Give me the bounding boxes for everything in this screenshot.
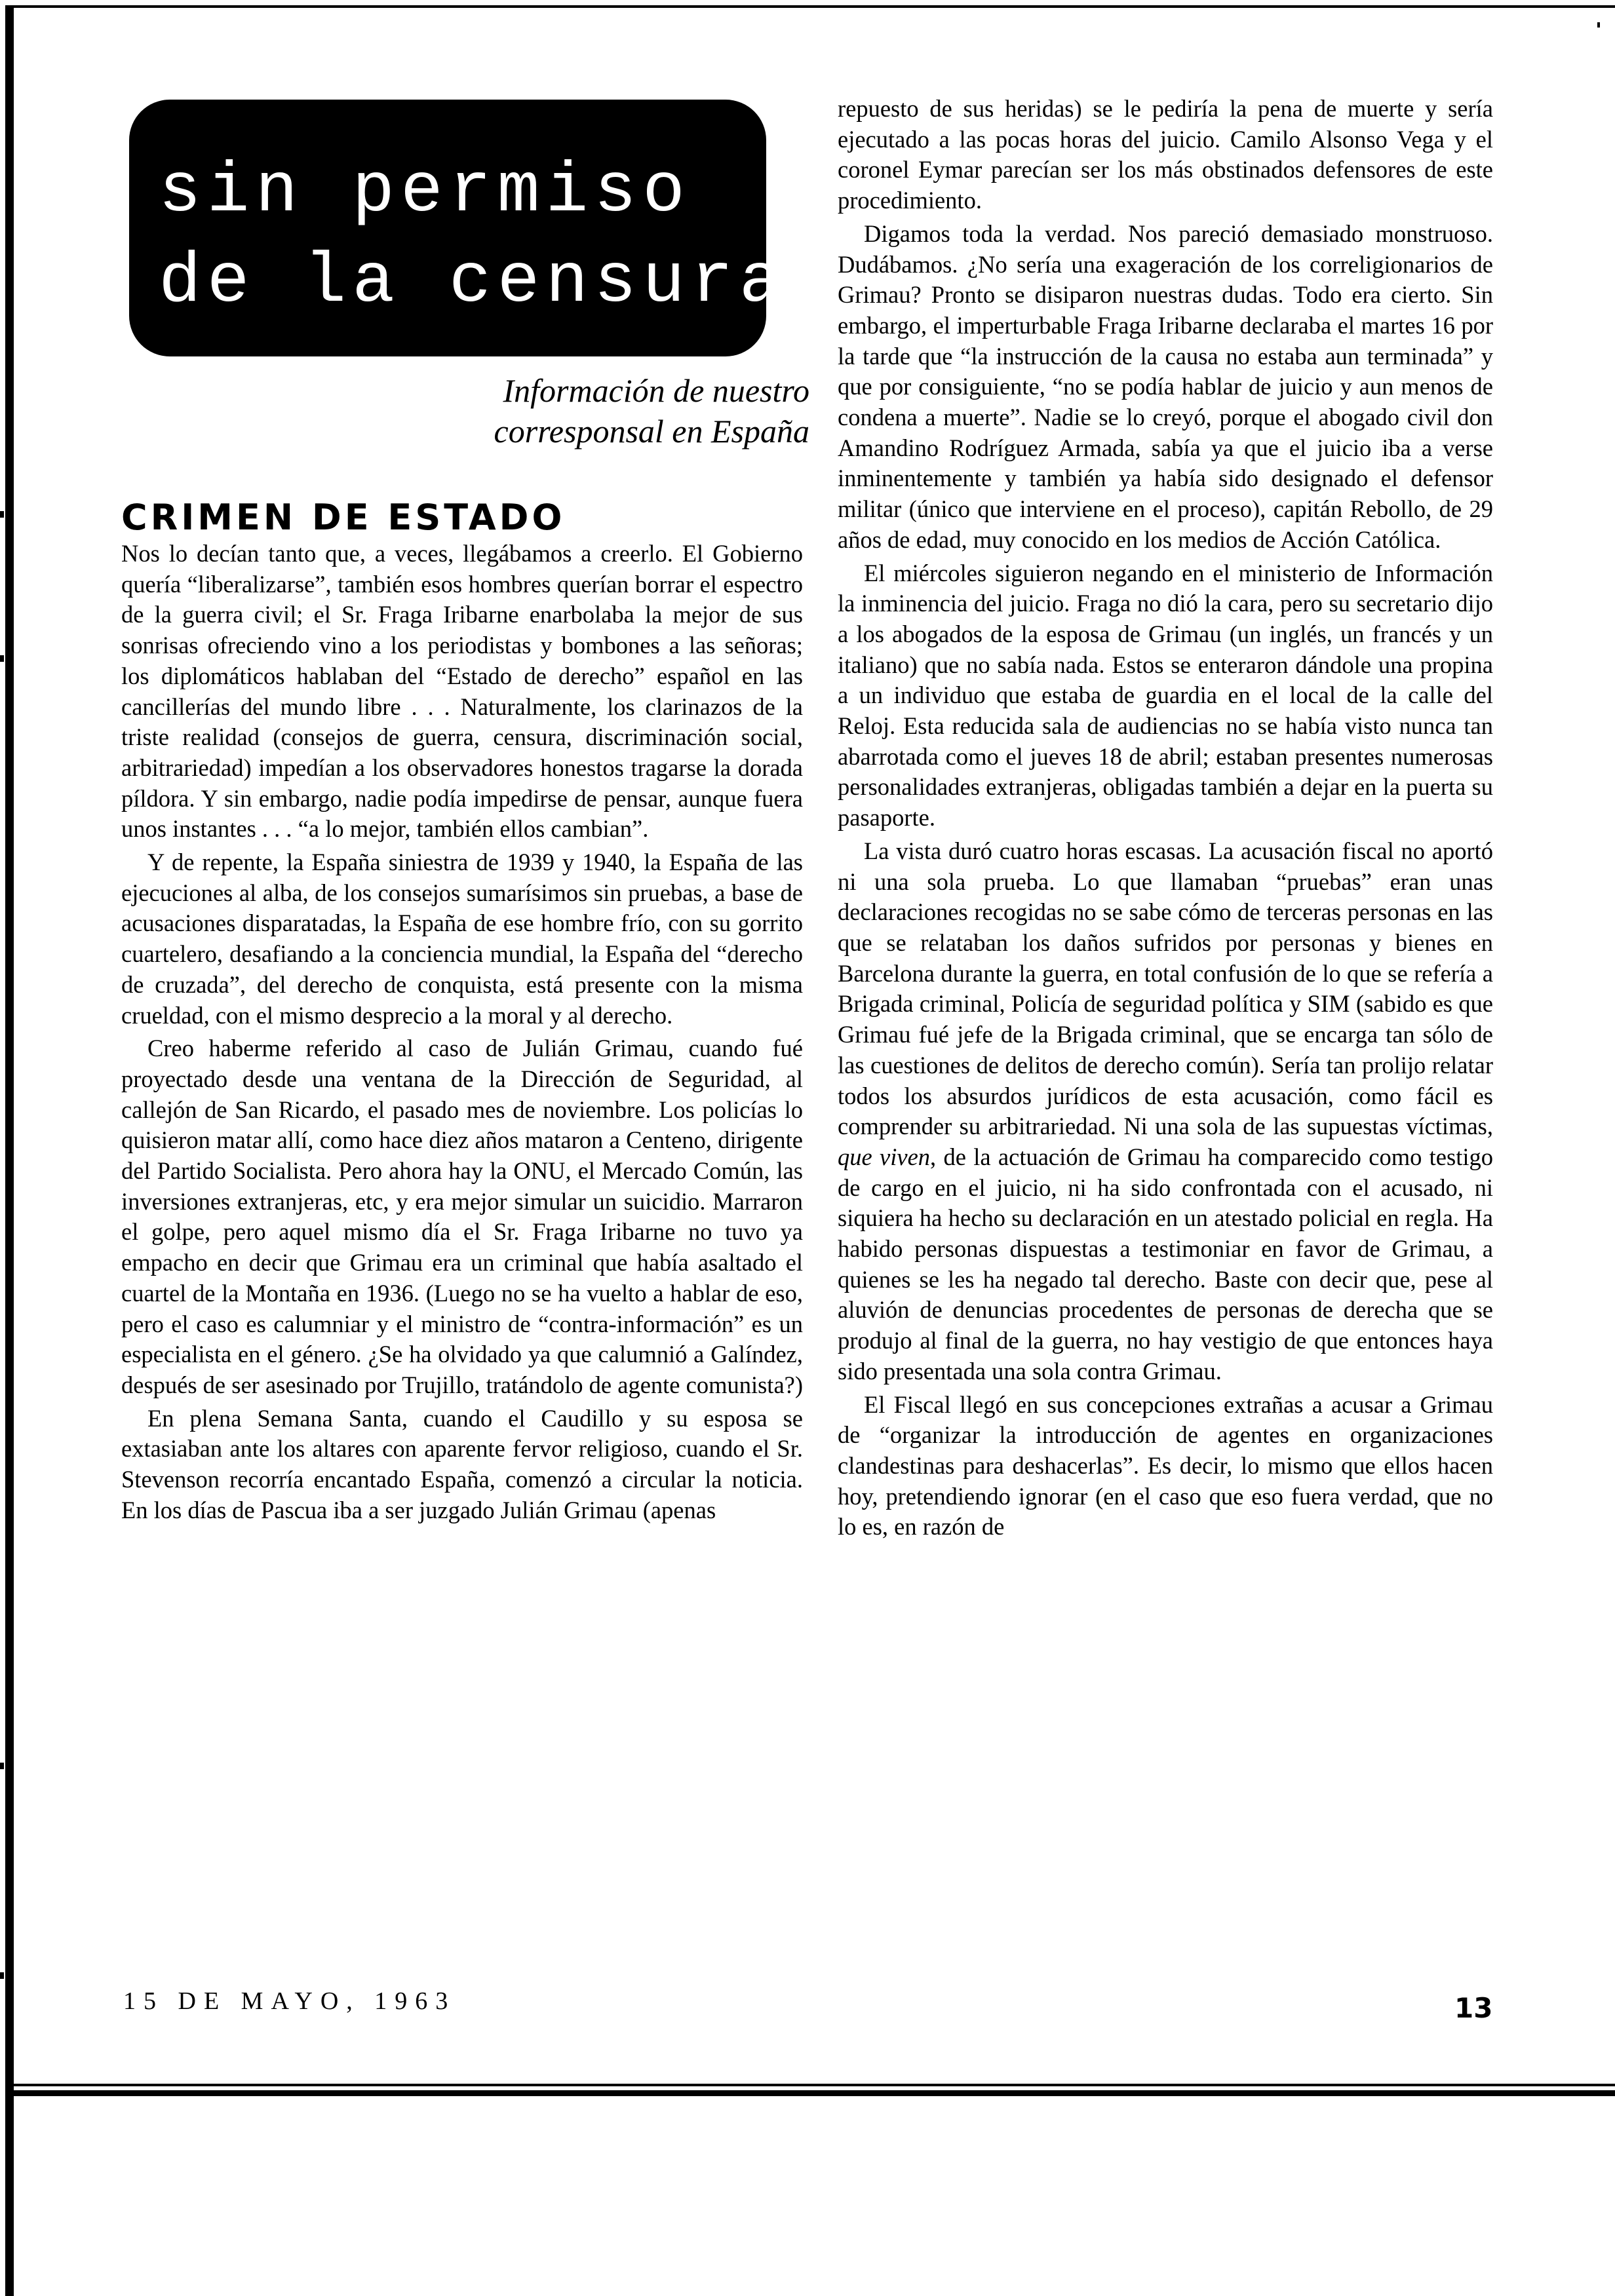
byline-line-1: Información de nuestro [503,372,809,409]
paragraph [838,836,1493,1387]
margin-mark [0,655,4,662]
margin-mark [0,1972,4,1979]
italic-emphasis: que viven [838,1143,931,1170]
left-border-rule [5,5,14,2296]
byline-line-2: corresponsal en España [494,413,809,450]
scan-speck [1597,22,1600,28]
paragraph: Nos lo decían tanto que, a veces, llegábamos a creerlo. El Gobierno quería “liberalizarse”, también esos hombres querían borrar el espectro de la guerra civil; el Sr. Fraga Iribarne enarbolaba la mejor de sus sonrisas ofreciendo vino a los periodistas y bombones a las señoras; los diplomáticos hablaban del “Estado de derecho” español en las cancillerías del mundo libre . . . Naturalmente, los clarinazos de la triste realidad (consejos de guerra, censura, discriminación social, arbitrariedad) impedían a los observadores honestos tragarse la dorada píldora. Y sin embargo, nadie podía impedirse de pensar, aunque fuera unos instantes . . . “a lo mejor, también ellos cambian”. [121,540,803,843]
left-column [121,539,803,1526]
bottom-rule-thin [5,2084,1615,2086]
banner-title-line-1: sin permiso [159,152,691,232]
right-column [838,94,1493,1542]
paragraph: Creo haberme referido al caso de Julián Grimau, cuando fué proyectado desde una ventana de la Dirección de Seguridad, al callejón de San Ricardo, el pasado mes de noviembre. Los policías lo quisieron matar allí, como hace diez años mataron a Centeno, dirigente del Partido Socialista. Pero ahora hay la ONU, el Mercado Común, las inversiones extranjeras, etc, y era mejor simular un suicidio. Marraron el golpe, pero aquel mismo día el Sr. Fraga Iribarne no tuvo ya empacho en decir que Grimau era un criminal que había asaltado el cuartel de la Montaña en 1936. (Luego no se ha vuelto a hablar de eso, pero el caso es calumniar y el ministro de “contra-información” es un especialista en el género. ¿Se ha olvidado ya que calumnió a Galíndez, después de ser asesinado por Trujillo, tratándolo de agente comunista?) [121,1035,804,1398]
margin-mark [0,1763,4,1769]
margin-mark [0,511,4,518]
issue-date: 15 DE MAYO, 1963 [123,1987,456,2015]
paragraph: Digamos toda la verdad. Nos pareció demasiado monstruoso. Dudábamos. ¿No sería una exageración de los correligionarios de Grimau? Pronto se disiparon nuestras dudas. Todo era cierto. Sin embargo, el imperturbable Fraga Iribarne declaraba el martes 16 por la tarde que “la instrucción de la causa no estaba aun terminada” y que por consiguiente, “no se podía hablar de juicio y aun menos de condena a muerte”. Nadie se lo creyó, porque el abogado civil don Amandino Rodríguez Armada, sabía ya que el juicio iba a verse inminentemente y también ya había sido designado el defensor militar (único que interviene en el proceso), capitán Rebollo, de 29 años de edad, muy conocido en los medios de Acción Católica. [838,220,1493,553]
top-border-rule [5,5,1615,8]
paragraph: El miércoles siguieron negando en el ministerio de Información la inminencia del juicio. Fraga no dió la cara, pero su secretario dijo a los abogados de la esposa de Grimau (un inglés, un francés y un italiano) que no sabía nada. Estos se enteraron dándole una propina a un individuo que estaba de guardia en el local de la calle del Reloj. Esta reducida sala de audiencias no se había visto nunca tan abarrotada como el jueves 18 de abril; estaban presentes numerosas personalidades extranjeras, obligadas también a dejar en la puerta su pasaporte. [838,559,1493,832]
paragraph: En plena Semana Santa, cuando el Caudillo y su esposa se extasiaban ante los altares con aparente fervor religioso, cuando el Sr. Stevenson recorría encantado España, comenzó a circular la noticia. En los días de Pascua iba a ser juzgado Julián Grimau (apenas [121,1404,803,1523]
bottom-rule-thick [5,2090,1615,2096]
paragraph: repuesto de sus heridas) se le pediría la pena de muerte y sería ejecutado a las pocas horas del juicio. Camilo Alsonso Vega y el coronel Eymar parecían ser los más obstinados defensores de este procedimiento. [838,95,1493,214]
banner-title-line-2: de la censura [159,242,788,322]
paragraph-text: , de la actuación de Grimau ha comparecido como testigo de cargo en el juicio, ni ha sido confrontada con el acusado, ni siquiera ha hecho su declaración en un atestado policial en regla. Ha habido personas dispuestas a testimoniar en favor de Grimau, a quienes se les ha negado tal derecho. Baste con decir que, pese al aluvión de denuncias procedentes de personas de derecha que se produjo al final de la guerra, no hay vestigio de que entonces haya sido presentada una sola contra Grimau. [838,1143,1493,1385]
byline [259,370,809,451]
paragraph: Y de repente, la España siniestra de 1939 y 1940, la España de las ejecuciones al alba, de los consejos sumarísimos sin pruebas, a base de acusaciones disparatadas, la España de ese hombre frío, con su gorrito cuartelero, desafiando a la conciencia mundial, la España del “derecho de cruzada”, del derecho de conquista, está presente con la misma crueldad, con el mismo desprecio a la moral y al derecho. [121,849,803,1029]
column-banner [129,100,788,356]
paragraph: El Fiscal llegó en sus concepciones extrañas a acusar a Grimau de “organizar la introducción de agentes en organizaciones clandestinas para deshacerlas”. Es decir, lo mismo que ellos hacen hoy, pretendiendo ignorar (en el caso que eso fuera verdad, que no lo es, en razón de [838,1390,1493,1540]
page-number: 13 [1454,1992,1493,2024]
article-headline: CRIMEN DE ESTADO [121,497,566,538]
paragraph-text: La vista duró cuatro horas escasas. La acusación fiscal no aportó ni una sola prueba. Lo que llamaban “pruebas” eran unas declaraciones recogidas no se sabe cómo de terceras personas en las que se relataban los daños sufridos por personas y bienes en Barcelona durante la guerra, en total confusión de lo que se refería a Brigada criminal, Policía de seguridad política y SIM (sabido es que Grimau fué jefe de la Brigada criminal, que se encarga tan sólo de las cuestiones de delitos de derecho común). Sería tan prolijo relatar todos los absurdos jurídicos de esta acusación, como fácil es comprender su arbitrariedad. Ni una sola de las supuestas víctimas, [838,837,1493,1140]
